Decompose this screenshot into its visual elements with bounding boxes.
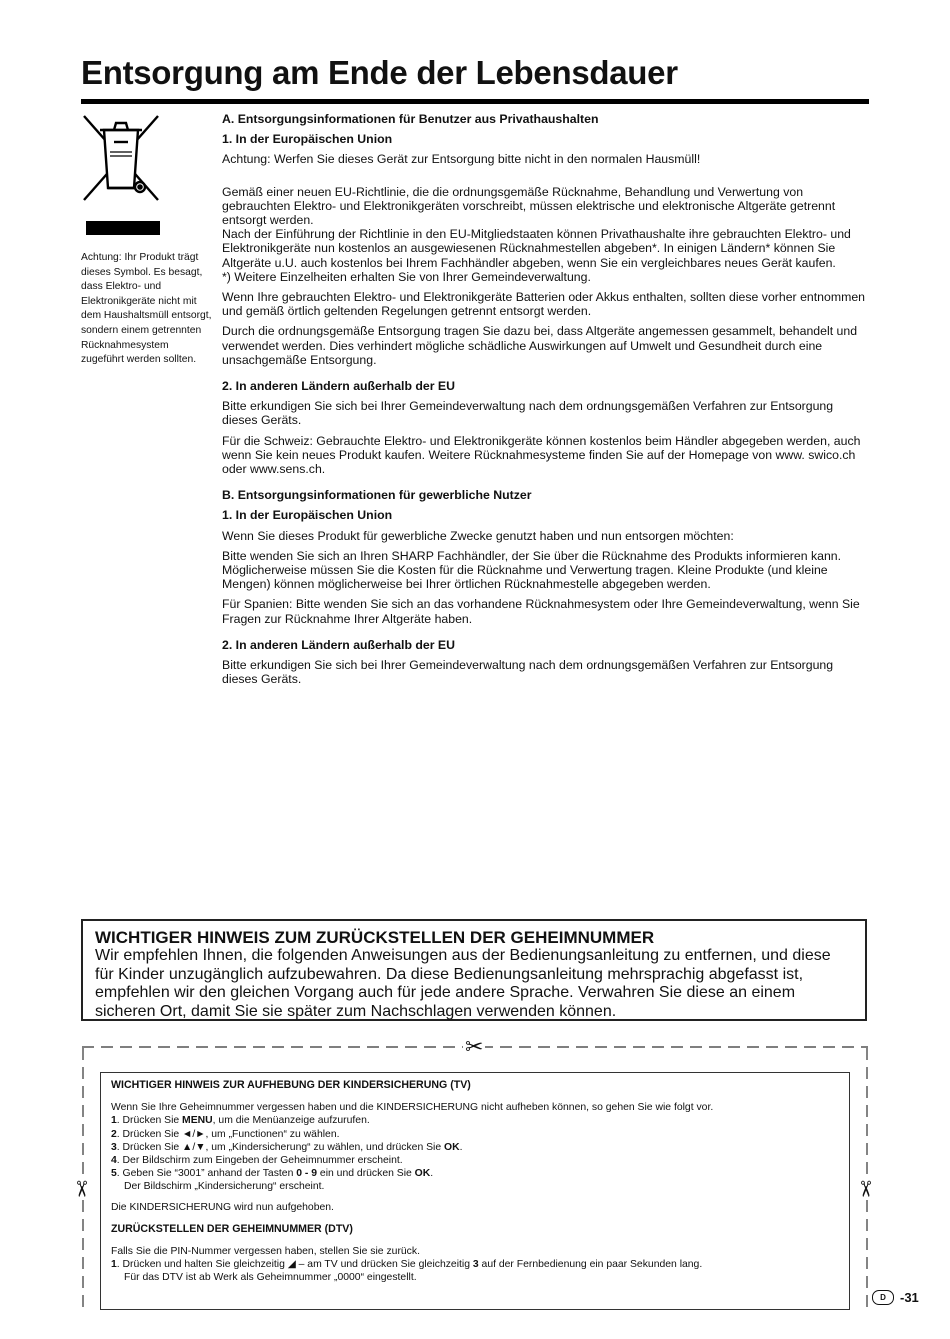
paragraph: Bitte erkundigen Sie sich bei Ihrer Gemeindeverwaltung nach dem ordnungsgemäßen Verfahren zur Entsorgung dieses Geräts. xyxy=(222,658,834,687)
section-b-heading: B. Entsorgungsinformationen für gewerbliche Nutzer xyxy=(222,488,532,503)
pinbox-title: WICHTIGER HINWEIS ZUR AUFHEBUNG DER KINDERSICHERUNG (TV) xyxy=(111,1079,471,1091)
notice-title: WICHTIGER HINWEIS ZUM ZURÜCKSTELLEN DER GEHEIMNUMMER xyxy=(95,928,655,947)
step-5-sub: Der Bildschirm „Kindersicherung“ erscheint. xyxy=(124,1181,325,1193)
paragraph: Nach der Einführung der Richtlinie in den EU-Mitgliedstaaten können Privathaushalte ihre gebrauchten Elektro- und Elektronikgeräte nun kostenlos an ausgewiesenen Rücknahmestellen abgeben*. In einigen Ländern* können Sie Altgeräte u.U. auch kostenlos bei Ihrem Fachhändler abgeben, wenn Sie ein vergleichbares neues Gerät kaufen. xyxy=(222,227,851,270)
pin-reset-notice xyxy=(81,919,867,1021)
child-lock-instructions xyxy=(100,1072,850,1310)
dtv-step-1: 1. Drücken und halten Sie gleichzeitig ◢ – am TV und drücken Sie gleichzeitig 3 auf der Fernbedienung ein paar Sekunden lang. xyxy=(111,1259,703,1271)
step-1: 1. Drücken Sie MENU, um die Menüanzeige aufzurufen. xyxy=(111,1115,370,1127)
step-4: 4. Der Bildschirm zum Eingeben der Geheimnummer erscheint. xyxy=(111,1155,403,1167)
notice-text: Wir empfehlen Ihnen, die folgenden Anweisungen aus der Bedienungsanleitung zu entfernen, und diese für Kinder unzugänglich aufzubewahren. Da diese Bedienungsanleitung mehrsprachig abgefasst ist, empfehlen wir den gleichen Vorgang auch für jede andere Sprache. Verwahren Sie diese an einem sicheren Ort, damit Sie sie später zum Nachschlagen verwenden können. xyxy=(95,947,831,1020)
paragraph: Wenn Sie dieses Produkt für gewerbliche Zwecke genutzt haben und nun entsorgen möchten: xyxy=(222,528,734,543)
pinbox-intro: Wenn Sie Ihre Geheimnummer vergessen haben und die KINDERSICHERUNG nicht aufheben können, so gehen Sie wie folgt vor. xyxy=(111,1102,714,1114)
pinbox-done: Die KINDERSICHERUNG wird nun aufgehoben. xyxy=(111,1201,334,1213)
title-rule xyxy=(81,99,869,104)
page-number-text: -31 xyxy=(900,1290,919,1305)
paragraph: Wenn Ihre gebrauchten Elektro- und Elektronikgeräte Batterien oder Akkus enthalten, sollten diese vorher entnommen und gemäß örtlich geltenden Regelungen getrennt entsorgt werden. xyxy=(222,290,866,319)
side-note: Achtung: Ihr Produkt trägt dieses Symbol. Es besagt, dass Elektro- und Elektronikgeräte nicht mit dem Haushaltsmüll entsorgt, sondern einem getrennten Rücknahmesystem zugeführt werden sollten. xyxy=(81,252,212,366)
weee-bar xyxy=(86,221,160,235)
language-badge: D xyxy=(872,1290,894,1305)
footnote: *) Weitere Einzelheiten erhalten Sie von Ihrer Gemeindeverwaltung. xyxy=(222,269,591,284)
scissors-icon: ✂ xyxy=(853,1179,879,1199)
paragraph: Für Spanien: Bitte wenden Sie sich an das vorhandene Rücknahmesystem oder Ihre Gemeindeverwaltung, wenn Sie Fragen zur Rücknahme Ihrer Altgeräte haben. xyxy=(222,597,860,626)
paragraph: Für die Schweiz: Gebrauchte Elektro- und Elektronikgeräte können kostenlos beim Händler abgegeben werden, auch wenn Sie kein neues Produkt kaufen. Weitere Rücknahmesysteme finden Sie auf der Homepage von www. swico.ch oder www.sens.ch. xyxy=(222,433,861,477)
section-a-sub1: 1. In der Europäischen Union xyxy=(222,132,393,147)
dtv-intro: Falls Sie die PIN-Nummer vergessen haben, stellen Sie sie zurück. xyxy=(111,1246,420,1258)
crossed-out-bin-icon xyxy=(80,112,162,204)
dtv-step-1-sub: Für das DTV ist ab Werk als Geheimnummer „0000“ eingestellt. xyxy=(124,1272,417,1284)
section-a-sub2: 2. In anderen Ländern außerhalb der EU xyxy=(222,379,456,394)
step-5: 5. Geben Sie “3001” anhand der Tasten 0 - 9 ein und drücken Sie OK. xyxy=(111,1168,434,1180)
scissors-icon: ✂ xyxy=(465,1034,484,1059)
page-title: Entsorgung am Ende der Lebensdauer xyxy=(81,54,678,91)
section-b-sub2: 2. In anderen Ländern außerhalb der EU xyxy=(222,637,456,652)
paragraph: Durch die ordnungsgemäße Entsorgung tragen Sie dazu bei, dass Altgeräte angemessen gesammelt, behandelt und verwendet werden. Dies verhindert mögliche schädliche Auswirkungen auf Umwelt und Gesundheit durch eine unsachgemäße Entsorgung. xyxy=(222,324,858,367)
cut-line-left xyxy=(82,1048,84,1308)
paragraph: Gemäß einer neuen EU-Richtlinie, die die ordnungsgemäße Rücknahme, Behandlung und Verwertung von gebrauchten Elektro- und Elektronikgeräten vorschreibt, müssen elektrische und elektronische Altgeräte getrennt entsorgt werden. xyxy=(222,184,836,228)
dtv-title: ZURÜCKSTELLEN DER GEHEIMNUMMER (DTV) xyxy=(111,1222,353,1235)
section-b-sub1: 1. In der Europäischen Union xyxy=(222,508,393,523)
paragraph: Bitte wenden Sie sich an Ihren SHARP Fachhändler, der Sie über die Rücknahme des Produkts informieren kann. Möglicherweise müssen Sie die Kosten für die Rücknahme und Verwertung tragen. Kleine Produkte (und kleine Mengen) können möglicherweise bei Ihrer örtlichen Rücknahmestelle abgegeben werden. xyxy=(222,548,842,592)
scissors-icon: ✂ xyxy=(69,1179,95,1199)
paragraph: Bitte erkundigen Sie sich bei Ihrer Gemeindeverwaltung nach dem ordnungsgemäßen Verfahren zur Entsorgung dieses Geräts. xyxy=(222,399,834,428)
section-a-heading: A. Entsorgungsinformationen für Benutzer aus Privathaushalten xyxy=(222,112,599,126)
step-3: 3. Drücken Sie ▲/▼, um „Kindersicherung“ zu wählen, und drücken Sie OK. xyxy=(111,1141,463,1153)
paragraph: Achtung: Werfen Sie dieses Gerät zur Entsorgung bitte nicht in den normalen Hausmüll! xyxy=(222,152,701,167)
disposal-info xyxy=(222,112,870,693)
volume-down-icon: ◢ xyxy=(287,1259,296,1271)
step-2: 2. Drücken Sie ◄/►, um „Functionen“ zu wählen. xyxy=(111,1128,340,1140)
cut-line-right xyxy=(866,1048,868,1308)
page-number xyxy=(872,1290,919,1305)
